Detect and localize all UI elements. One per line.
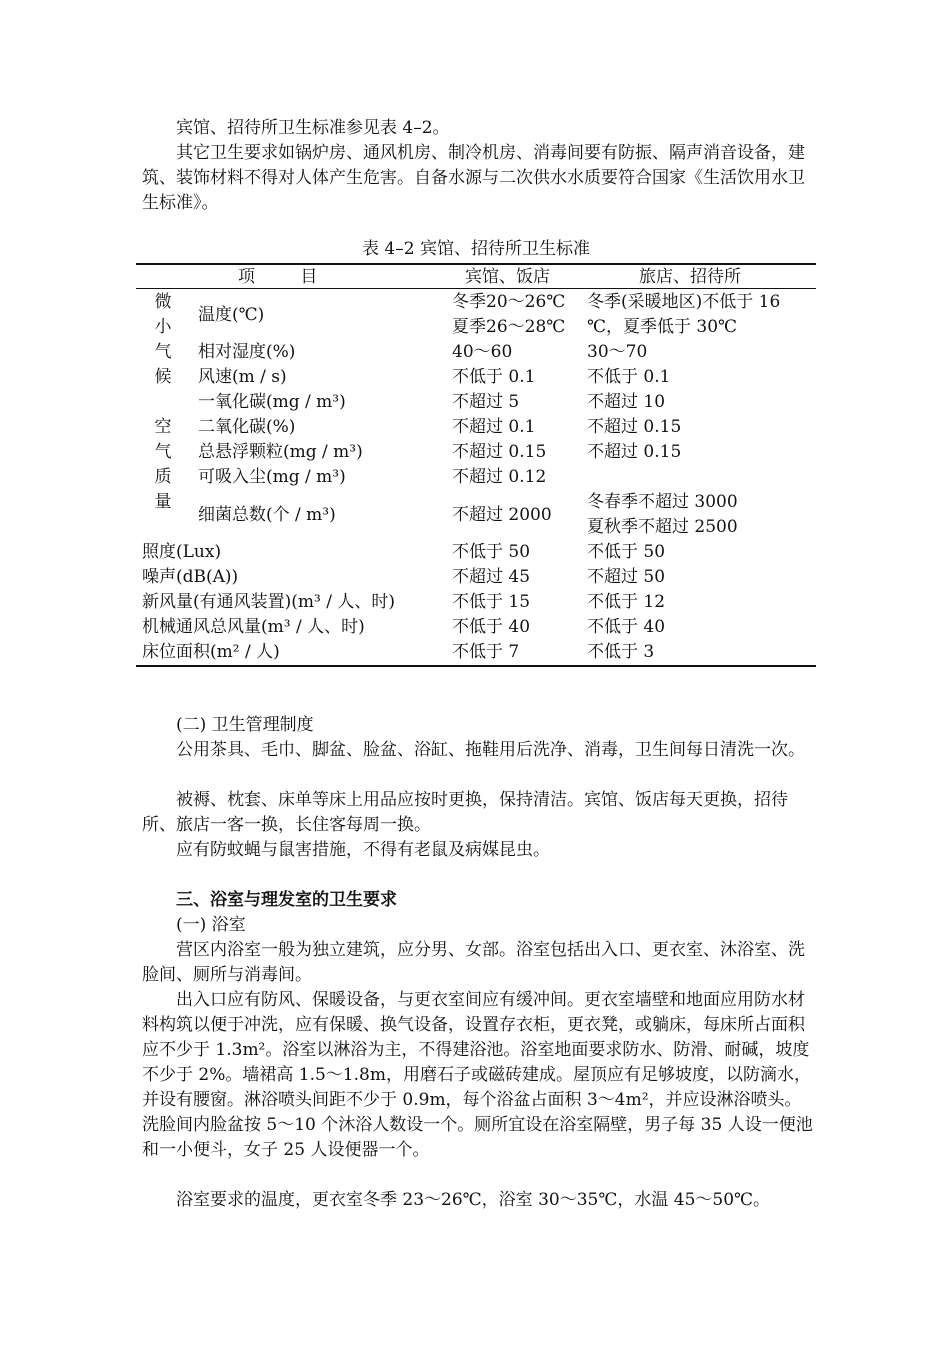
- table-row-hotel: 不超过 2000: [452, 505, 552, 525]
- group-label-air-quality: 空 气 质 量: [154, 417, 172, 512]
- table-row-hotel: 夏季26～28℃: [452, 317, 566, 337]
- table-row-inn: 不低于 50: [587, 542, 666, 562]
- table-row-hotel: 不低于 0.1: [452, 367, 536, 387]
- table-row-inn: 冬春季不超过 3000: [587, 492, 738, 512]
- table-row-hotel: 不低于 15: [452, 592, 531, 612]
- table-row-inn: ℃，夏季低于 30℃: [587, 317, 738, 337]
- subsection-heading-bathroom: (一) 浴室: [176, 915, 246, 935]
- table-row-item: 噪声(dB(A)): [142, 567, 239, 587]
- table-row-inn: 不超过 10: [587, 392, 666, 412]
- table-row-hotel: 不超过 5: [452, 392, 520, 412]
- table-row-inn: 不低于 3: [587, 642, 655, 662]
- hygiene-standards-table: [136, 263, 816, 667]
- table-row-hotel: 不低于 7: [452, 642, 520, 662]
- table-row-item: 可吸入尘(mg / m³): [198, 467, 346, 487]
- table-row-inn: 不超过 50: [587, 567, 666, 587]
- table-row-inn: 不低于 40: [587, 617, 666, 637]
- group-label-micro-climate: 微 小 气 候: [154, 292, 172, 387]
- table-row-item: 风速(m / s): [198, 367, 287, 387]
- bath-paragraph-3: 浴室要求的温度，更衣室冬季 23～26℃，浴室 30～35℃，水温 45～50℃。: [176, 1190, 771, 1210]
- table-row-item: 照度(Lux): [142, 542, 222, 562]
- table-row-hotel: 不超过 0.12: [452, 467, 547, 487]
- table-row-inn: 夏秋季不超过 2500: [587, 517, 738, 537]
- section-heading-bath-barber: 三、浴室与理发室的卫生要求: [176, 890, 397, 910]
- table-row-item: 床位面积(m² / 人): [142, 642, 280, 662]
- table-caption: 表 4–2 宾馆、招待所卫生标准: [362, 239, 590, 259]
- table-row-inn: 冬季(采暖地区)不低于 16: [587, 292, 781, 312]
- table-bottom-rule: [136, 665, 816, 667]
- table-row-item: 机械通风总风量(m³ / 人、时): [142, 617, 365, 637]
- table-row-item: 新风量(有通风装置)(m³ / 人、时): [142, 592, 395, 612]
- intro-paragraph-2: 其它卫生要求如锅炉房、通风机房、制冷机房、消毒间要有防振、隔声消音设备，建筑、装饰材料不得对人体产生危害。自备水源与二次供水水质要符合国家《生活饮用水卫生标准》。: [142, 143, 805, 213]
- mgmt-paragraph-3: 应有防蚊蝇与鼠害措施，不得有老鼠及病媒昆虫。: [176, 840, 550, 860]
- table-row-inn: 不超过 0.15: [587, 417, 682, 437]
- table-row-hotel: 不超过 0.15: [452, 442, 547, 462]
- table-row-hotel: 冬季20～26℃: [452, 292, 566, 312]
- table-row-inn: 不低于 12: [587, 592, 666, 612]
- header-item: 项 目: [238, 267, 318, 287]
- table-row-item: 细菌总数(个 / m³): [198, 505, 336, 525]
- mgmt-paragraph-1: 公用茶具、毛巾、脚盆、脸盆、浴缸、拖鞋用后洗净、消毒，卫生间每日清洗一次。: [176, 740, 805, 760]
- section-heading-management: (二) 卫生管理制度: [176, 715, 314, 735]
- table-row-inn: 30～70: [587, 342, 648, 362]
- bath-paragraph-1: 营区内浴室一般为独立建筑，应分男、女部。浴室包括出入口、更衣室、沐浴室、洗脸间、厕所与消毒间。: [142, 940, 805, 985]
- intro-paragraph-1: 宾馆、招待所卫生标准参见表 4–2。: [176, 118, 450, 138]
- table-row-item: 二氧化碳(%): [198, 417, 296, 437]
- table-row-inn: 不低于 0.1: [587, 367, 671, 387]
- table-row-item: 温度(℃): [198, 305, 265, 325]
- table-row-hotel: 不低于 50: [452, 542, 531, 562]
- mgmt-paragraph-2: 被褥、枕套、床单等床上用品应按时更换，保持清洁。宾馆、饭店每天更换，招待所、旅店一客一换，长住客每周一换。: [142, 790, 788, 835]
- table-row-hotel: 不超过 45: [452, 567, 531, 587]
- table-row-inn: 不超过 0.15: [587, 442, 682, 462]
- header-hotel: 宾馆、饭店: [465, 267, 550, 287]
- table-row-item: 总悬浮颗粒(mg / m³): [198, 442, 363, 462]
- table-row-hotel: 不超过 0.1: [452, 417, 536, 437]
- table-row-hotel: 不低于 40: [452, 617, 531, 637]
- table-row-item: 一氧化碳(mg / m³): [198, 392, 346, 412]
- bath-paragraph-2: 出入口应有防风、保暖设备，与更衣室间应有缓冲间。更衣室墙壁和地面应用防水材料构筑以便于冲洗，应有保暖、换气设备，设置存衣柜，更衣凳，或躺床，每床所占面积应不少于 1.3m²。浴室以淋浴为主，不得建浴池。浴室地面要求防水、防滑、耐碱，坡度不少于 2%。墙裙高 1.5～1.8m，用磨石子或磁砖建成。屋顶应有足够坡度，以防滴水，并设有腰窗。淋浴喷头间距不少于 0.9m，每个浴盆占面积 3～4m²，并应设淋浴喷头。洗脸间内脸盆按 5～10 个沐浴人数设一个。厕所宜设在浴室隔壁，男子每 35 人设一便池和一小便斗，女子 25 人设便器一个。: [142, 990, 813, 1160]
- table-row-item: 相对湿度(%): [198, 342, 296, 362]
- header-inn: 旅店、招待所: [639, 267, 741, 287]
- table-row-hotel: 40～60: [452, 342, 513, 362]
